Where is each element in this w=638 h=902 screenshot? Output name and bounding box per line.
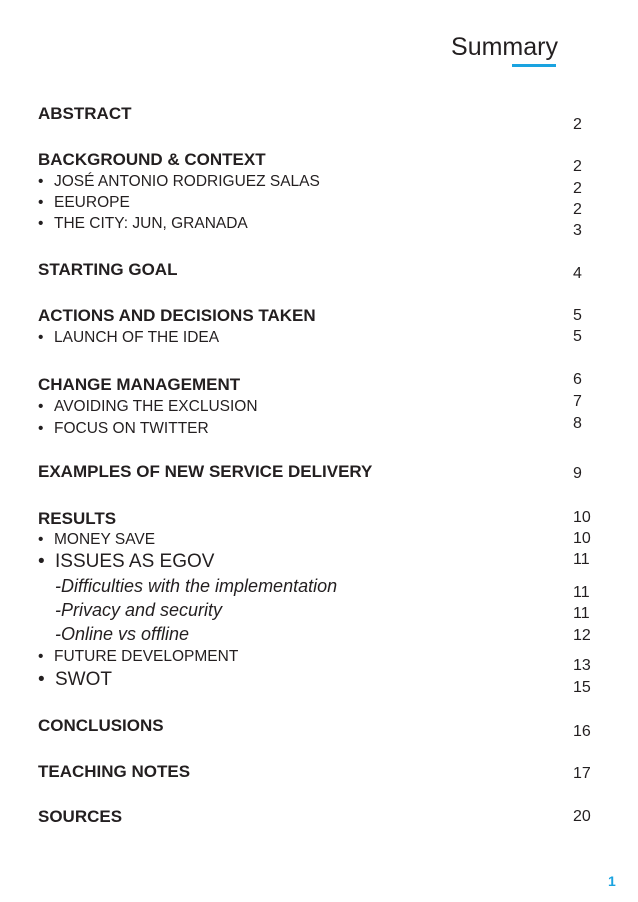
list-item (38, 194, 130, 212)
heading-abstract: ABSTRACT (38, 104, 132, 123)
heading-actions: ACTIONS AND DECISIONS TAKEN (38, 306, 316, 325)
item-label: JOSÉ ANTONIO RODRIGUEZ SALAS (54, 173, 320, 190)
heading-starting-goal: STARTING GOAL (38, 260, 178, 279)
page-number: 11 (573, 605, 590, 622)
heading-sources: SOURCES (38, 807, 123, 826)
item-label: FOCUS ON TWITTER (54, 420, 209, 437)
list-item (38, 215, 248, 233)
item-label: LAUNCH OF THE IDEA (54, 329, 220, 346)
heading-change: CHANGE MANAGEMENT (38, 375, 241, 394)
page-title: Summary (451, 33, 558, 61)
list-item (38, 551, 214, 573)
bullet-icon: • (38, 173, 44, 190)
page-number: 12 (573, 627, 591, 644)
page-number: 10 (573, 530, 591, 547)
list-item (38, 329, 219, 347)
item-label: FUTURE DEVELOPMENT (54, 648, 239, 665)
bullet-icon: • (38, 215, 44, 232)
bullet-icon: • (38, 194, 44, 211)
page-number: 15 (573, 679, 591, 696)
item-label: AVOIDING THE EXCLUSION (54, 398, 258, 415)
title-underline (512, 64, 556, 67)
heading-results: RESULTS (38, 509, 117, 528)
item-label: EEUROPE (54, 194, 130, 211)
page-number: 13 (573, 657, 591, 674)
page-number: 2 (573, 180, 582, 197)
heading-background: BACKGROUND & CONTEXT (38, 150, 266, 169)
bullet-icon: • (38, 531, 44, 548)
page-number: 11 (573, 551, 590, 568)
sub-item: -Difficulties with the implementation (55, 576, 338, 596)
list-item (38, 648, 238, 666)
bullet-icon: • (38, 648, 44, 665)
sub-item: -Privacy and security (55, 600, 223, 620)
page-number: 17 (573, 765, 591, 782)
page-number: 9 (573, 465, 582, 482)
page-number: 5 (573, 307, 582, 324)
list-item (38, 531, 155, 549)
page-number: 11 (573, 584, 590, 601)
bullet-icon: • (38, 551, 45, 572)
item-label: SWOT (55, 669, 112, 690)
page-number: 10 (573, 509, 591, 526)
sub-item: -Online vs offline (55, 624, 190, 644)
bullet-icon: • (38, 669, 45, 690)
page-number: 2 (573, 116, 582, 133)
page-number: 8 (573, 415, 582, 432)
bullet-icon: • (38, 329, 44, 346)
list-item (38, 420, 209, 438)
page-number: 20 (573, 808, 591, 825)
item-label: MONEY SAVE (54, 531, 156, 548)
page-number: 2 (573, 201, 582, 218)
bullet-icon: • (38, 398, 44, 415)
list-item (38, 173, 320, 191)
footer-page-number: 1 (608, 873, 616, 889)
page-number: 3 (573, 222, 582, 239)
list-item (38, 398, 258, 416)
heading-teaching: TEACHING NOTES (38, 762, 191, 781)
list-item (38, 669, 112, 691)
item-label: THE CITY: JUN, GRANADA (54, 215, 248, 232)
page-number: 7 (573, 393, 582, 410)
page-number: 2 (573, 158, 582, 175)
page-number: 4 (573, 265, 582, 282)
page-number: 5 (573, 328, 582, 345)
bullet-icon: • (38, 420, 44, 437)
page-number: 6 (573, 371, 582, 388)
heading-examples: EXAMPLES OF NEW SERVICE DELIVERY (38, 462, 373, 481)
page-number: 16 (573, 723, 591, 740)
heading-conclusions: CONCLUSIONS (38, 716, 164, 735)
item-label: ISSUES AS EGOV (55, 551, 215, 572)
